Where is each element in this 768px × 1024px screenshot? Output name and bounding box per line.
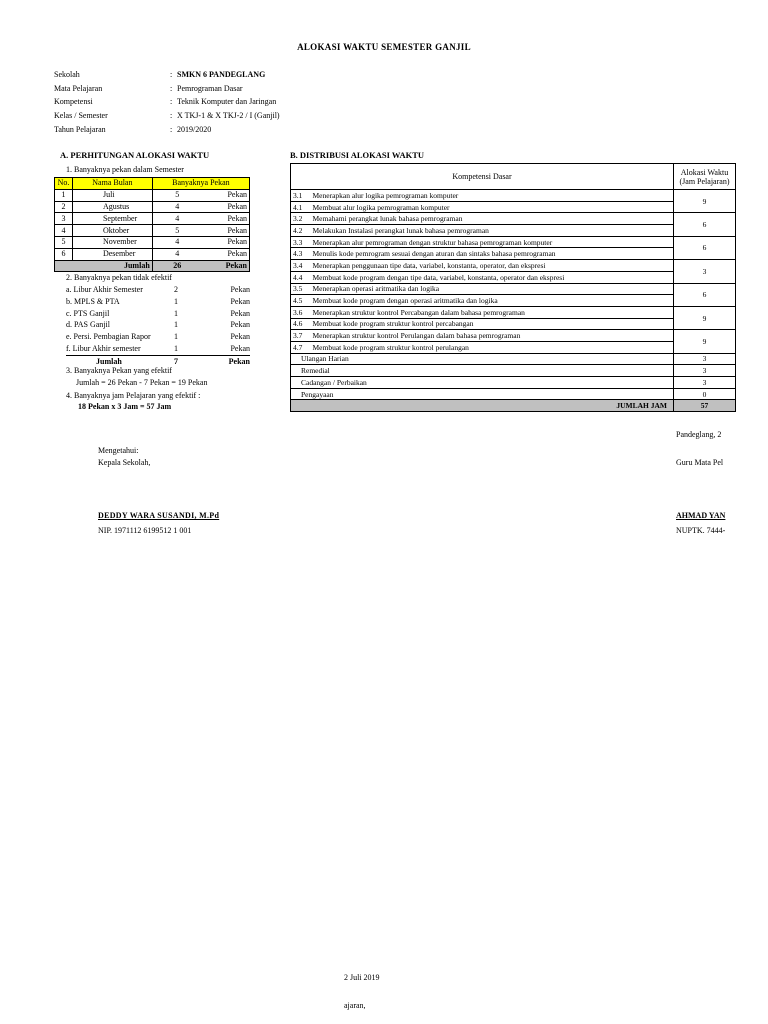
header-alokasi-line2: (Jam Pelajaran) bbox=[679, 176, 730, 186]
ne-label: d. PAS Ganjil bbox=[66, 320, 110, 330]
section-a-sub4-calc: 18 Pekan x 3 Jam = 57 Jam bbox=[78, 402, 172, 411]
kd-text: Menerapkan alur pemrograman dengan struktur bahasa pemrograman komputer bbox=[311, 236, 674, 248]
month-name: November bbox=[72, 236, 152, 248]
month-name: Oktober bbox=[72, 225, 152, 237]
ne-unit: Pekan bbox=[230, 332, 250, 342]
info-key: Kompetensi bbox=[54, 97, 93, 107]
table-row bbox=[291, 377, 736, 389]
list-item bbox=[66, 331, 250, 343]
kd-hours: 9 bbox=[674, 306, 736, 329]
list-item bbox=[66, 319, 250, 331]
month-no: 5 bbox=[55, 236, 73, 248]
month-weeks: 5 bbox=[152, 189, 201, 201]
kd-num: 3.1 bbox=[291, 190, 311, 202]
ne-label: b. MPLS & PTA bbox=[66, 296, 120, 306]
month-weeks: 5 bbox=[152, 225, 201, 237]
table-row bbox=[291, 330, 736, 342]
table-row bbox=[291, 365, 736, 377]
kd-num: 4.5 bbox=[291, 295, 311, 307]
kd-text: Menerapkan struktur kontrol Perulangan dalam bahasa pemrograman bbox=[311, 330, 674, 342]
month-weeks: 4 bbox=[152, 248, 201, 260]
months-table-header bbox=[55, 178, 250, 190]
kepsek-nip: NIP. 1971112 6199512 1 001 bbox=[98, 526, 192, 535]
info-colon: : bbox=[170, 97, 173, 107]
kd-text: Membuat alur logika pemrograman komputer bbox=[311, 201, 674, 213]
months-total-row bbox=[55, 260, 250, 272]
table-row bbox=[291, 341, 736, 353]
info-colon: : bbox=[170, 124, 173, 134]
kd-text: Melakukan Instalasi perangkat lunak bahasa pemrograman bbox=[311, 225, 674, 237]
kd-text: Menerapkan penggunaan tipe data, variabel, konstanta, operator, dan ekspresi bbox=[311, 260, 674, 272]
kd-num: 4.3 bbox=[291, 248, 311, 260]
info-value: SMKN 6 PANDEGLANG bbox=[177, 70, 266, 79]
ne-label: e. Persi. Pembagian Rapor bbox=[66, 332, 151, 342]
month-unit: Pekan bbox=[202, 213, 250, 225]
kd-num: 3.7 bbox=[291, 330, 311, 342]
table-row bbox=[291, 236, 736, 248]
table-row bbox=[291, 353, 736, 365]
kd-text: Menulis kode pemrogram sesuai dengan aturan dan sintaks bahasa pemrograman bbox=[311, 248, 674, 260]
kd-text: Membuat kode program struktur kontrol perulangan bbox=[311, 341, 674, 353]
table-row bbox=[55, 225, 250, 237]
total-weeks: 26 bbox=[152, 260, 201, 272]
ne-total-unit: Pekan bbox=[228, 356, 250, 366]
info-value: Teknik Komputer dan Jaringan bbox=[177, 97, 277, 107]
kd-num: 3.5 bbox=[291, 283, 311, 295]
ne-value: 1 bbox=[174, 308, 178, 318]
ne-unit: Pekan bbox=[230, 320, 250, 330]
kd-text: Membuat kode program dengan tipe data, variabel, konstanta, operator dan ekspresi bbox=[311, 271, 674, 283]
ne-label: a. Libur Akhir Semester bbox=[66, 285, 143, 294]
kd-hours: 3 bbox=[674, 260, 736, 283]
kepsek-title: Kepala Sekolah, bbox=[98, 458, 151, 467]
section-a-sub3-calc: Jumlah = 26 Pekan - 7 Pekan = 19 Pekan bbox=[76, 378, 208, 387]
ne-value: 2 bbox=[174, 285, 178, 294]
header-kd: Kompetensi Dasar bbox=[291, 164, 674, 190]
kd-text: Menerapkan alur logika pemrograman komputer bbox=[311, 190, 674, 202]
month-unit: Pekan bbox=[202, 189, 250, 201]
guru-nuptk: NUPTK. 7444- bbox=[676, 526, 726, 535]
document-title: ALOKASI WAKTU SEMESTER GANJIL bbox=[297, 42, 471, 52]
months-table bbox=[54, 177, 250, 272]
month-no: 4 bbox=[55, 225, 73, 237]
header-alokasi-line1: Alokasi Waktu bbox=[680, 167, 729, 177]
ne-total-label: Jumlah bbox=[96, 356, 122, 366]
extra-hours: 0 bbox=[674, 388, 736, 400]
kd-num: 3.4 bbox=[291, 260, 311, 272]
month-unit: Pekan bbox=[202, 248, 250, 260]
section-b-title: B. DISTRIBUSI ALOKASI WAKTU bbox=[290, 150, 424, 160]
kd-hours: 6 bbox=[674, 213, 736, 236]
table-row bbox=[55, 236, 250, 248]
info-row-kelas bbox=[54, 109, 377, 123]
kd-hours: 9 bbox=[674, 330, 736, 353]
section-a-sub1: 1. Banyaknya pekan dalam Semester bbox=[66, 165, 184, 174]
table-row bbox=[291, 318, 736, 330]
section-a-sub3: 3. Banyaknya Pekan yang efektif bbox=[66, 366, 172, 375]
kd-text: Memahami perangkat lunak bahasa pemrograman bbox=[311, 213, 674, 225]
kepsek-name: DEDDY WARA SUSANDI, M.Pd bbox=[98, 511, 220, 520]
kd-hours: 6 bbox=[674, 236, 736, 259]
info-colon: : bbox=[170, 111, 173, 121]
section-a-sub4: 4. Banyaknya jam Pelajaran yang efektif : bbox=[66, 391, 201, 400]
distribution-header bbox=[291, 164, 736, 190]
month-unit: Pekan bbox=[202, 236, 250, 248]
bottom-ajaran: ajaran, bbox=[344, 1001, 366, 1010]
kd-hours: 6 bbox=[674, 283, 736, 306]
month-weeks: 4 bbox=[152, 236, 201, 248]
ne-value: 1 bbox=[174, 320, 178, 330]
month-no: 3 bbox=[55, 213, 73, 225]
table-row bbox=[291, 225, 736, 237]
non-effective-list bbox=[66, 284, 250, 367]
month-no: 6 bbox=[55, 248, 73, 260]
header-no: No. bbox=[55, 178, 73, 190]
info-block bbox=[54, 68, 377, 136]
ne-label: f. Libur Akhir semester bbox=[66, 343, 141, 353]
list-item bbox=[66, 343, 250, 355]
table-row bbox=[291, 283, 736, 295]
table-row bbox=[291, 190, 736, 202]
extra-label: Pengayaan bbox=[291, 388, 674, 400]
month-no: 2 bbox=[55, 201, 73, 213]
extra-hours: 3 bbox=[674, 365, 736, 377]
kd-num: 3.2 bbox=[291, 213, 311, 225]
ne-unit: Pekan bbox=[230, 308, 250, 318]
table-row bbox=[291, 388, 736, 400]
table-row bbox=[55, 189, 250, 201]
kd-text: Menerapkan struktur kontrol Percabangan dalam bahasa pemrograman bbox=[311, 306, 674, 318]
place-date: Pandeglang, 2 bbox=[676, 430, 722, 439]
month-name: Juli bbox=[72, 189, 152, 201]
extra-label: Cadangan / Perbaikan bbox=[291, 377, 674, 389]
ne-unit: Pekan bbox=[230, 285, 250, 294]
kd-num: 3.6 bbox=[291, 306, 311, 318]
info-key: Kelas / Semester bbox=[54, 111, 108, 121]
list-item bbox=[66, 308, 250, 320]
bottom-date: 2 Juli 2019 bbox=[344, 973, 380, 982]
month-unit: Pekan bbox=[202, 225, 250, 237]
ne-total-value: 7 bbox=[174, 356, 178, 366]
info-key: Tahun Pelajaran bbox=[54, 124, 106, 134]
extra-hours: 3 bbox=[674, 353, 736, 365]
table-row bbox=[291, 295, 736, 307]
table-row bbox=[55, 213, 250, 225]
header-weeks: Banyaknya Pekan bbox=[152, 178, 249, 190]
distribution-table bbox=[290, 163, 736, 412]
total-blank bbox=[55, 260, 73, 272]
info-row-tahun bbox=[54, 123, 377, 137]
header-month: Nama Bulan bbox=[72, 178, 152, 190]
table-row bbox=[291, 213, 736, 225]
info-value: Pemrograman Dasar bbox=[177, 83, 243, 93]
month-name: Agustus bbox=[72, 201, 152, 213]
header-alokasi bbox=[674, 164, 736, 190]
kd-text: Membuat kode program dengan operasi aritmatika dan logika bbox=[311, 295, 674, 307]
kd-num: 4.6 bbox=[291, 318, 311, 330]
info-row-sekolah bbox=[54, 68, 377, 82]
ne-label: c. PTS Ganjil bbox=[66, 308, 110, 318]
info-row-mapel bbox=[54, 82, 377, 96]
month-name: Desember bbox=[72, 248, 152, 260]
ne-unit: Pekan bbox=[230, 343, 250, 353]
ne-value: 1 bbox=[174, 343, 178, 353]
kd-num: 4.2 bbox=[291, 225, 311, 237]
kd-num: 4.4 bbox=[291, 271, 311, 283]
ne-unit: Pekan bbox=[230, 296, 250, 306]
ne-total-row bbox=[66, 355, 250, 367]
section-a-title: A. PERHITUNGAN ALOKASI WAKTU bbox=[60, 150, 210, 160]
info-colon: : bbox=[170, 83, 173, 93]
info-row-kompetensi bbox=[54, 95, 377, 109]
month-unit: Pekan bbox=[202, 201, 250, 213]
info-value: X TKJ-1 & X TKJ-2 / I (Ganjil) bbox=[177, 111, 280, 121]
table-row bbox=[55, 248, 250, 260]
kd-num: 4.1 bbox=[291, 201, 311, 213]
table-row bbox=[291, 271, 736, 283]
kd-num: 4.7 bbox=[291, 341, 311, 353]
month-no: 1 bbox=[55, 189, 73, 201]
table-row bbox=[291, 201, 736, 213]
extra-label: Remedial bbox=[291, 365, 674, 377]
kd-text: Menerapkan operasi aritmatika dan logika bbox=[311, 283, 674, 295]
list-item bbox=[66, 296, 250, 308]
table-row bbox=[291, 248, 736, 260]
month-weeks: 4 bbox=[152, 213, 201, 225]
list-item bbox=[66, 284, 250, 296]
ne-value: 1 bbox=[174, 332, 178, 342]
table-row bbox=[55, 201, 250, 213]
month-name: September bbox=[72, 213, 152, 225]
mengetahui-label: Mengetahui: bbox=[98, 446, 139, 455]
kd-num: 3.3 bbox=[291, 236, 311, 248]
total-unit: Pekan bbox=[202, 260, 250, 272]
table-row bbox=[291, 306, 736, 318]
section-a-sub2: 2. Banyaknya pekan tidak efektif bbox=[66, 273, 172, 282]
guru-title: Guru Mata Pel bbox=[676, 458, 724, 467]
kd-text: Membuat kode program struktur kontrol percabangan bbox=[311, 318, 674, 330]
distribution-total-row bbox=[291, 400, 736, 412]
total-jam-value: 57 bbox=[674, 400, 736, 412]
month-weeks: 4 bbox=[152, 201, 201, 213]
info-key: Mata Pelajaran bbox=[54, 83, 103, 93]
ne-value: 1 bbox=[174, 296, 178, 306]
info-colon: : bbox=[170, 70, 173, 79]
extra-label: Ulangan Harian bbox=[291, 353, 674, 365]
table-row bbox=[291, 260, 736, 272]
total-label: Jumlah bbox=[72, 260, 152, 272]
extra-hours: 3 bbox=[674, 377, 736, 389]
info-value: 2019/2020 bbox=[177, 124, 212, 134]
info-key: Sekolah bbox=[54, 70, 80, 79]
kd-hours: 9 bbox=[674, 190, 736, 213]
guru-name: AHMAD YAN bbox=[676, 511, 726, 520]
total-jam-label: JUMLAH JAM bbox=[291, 400, 674, 412]
